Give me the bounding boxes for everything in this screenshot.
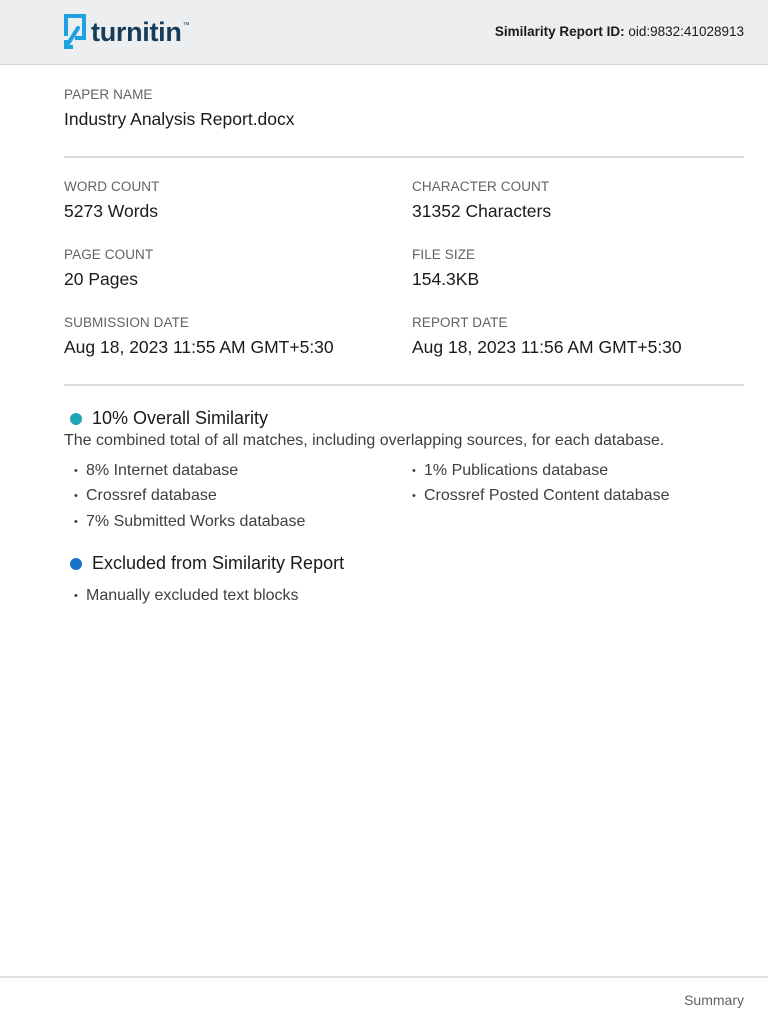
list-item: • Crossref database [64,484,305,510]
character-count-label: CHARACTER COUNT [412,179,550,194]
word-count-label: WORD COUNT [64,179,160,194]
character-count-value: 31352 Characters [412,201,552,221]
word-count-field [64,179,160,222]
submission-date-value: Aug 18, 2023 11:55 AM GMT+5:30 [64,337,334,357]
word-count-value: 5273 Words [64,201,159,221]
excluded-items [64,583,299,609]
turnitin-logo-icon [63,14,87,50]
excluded-title: Excluded from Similarity Report [92,553,345,573]
excluded-dot-icon [70,558,82,570]
report-date-value: Aug 18, 2023 11:56 AM GMT+5:30 [412,337,682,357]
similarity-sources-left [64,458,305,535]
bullet-icon: • [74,464,78,477]
list-item: • 1% Publications database [402,458,669,484]
divider [64,156,744,158]
bullet-icon: • [74,515,78,528]
paper-name-value: Industry Analysis Report.docx [64,109,295,129]
excluded-heading [70,553,344,574]
file-size-field [412,247,479,290]
divider [64,384,744,386]
page-count-field [64,247,153,290]
bullet-icon: • [74,490,78,503]
report-date-field [412,315,682,358]
overall-similarity-title: 10% Overall Similarity [92,408,269,428]
header-bar [0,0,768,65]
turnitin-logo [63,14,190,50]
page-count-label: PAGE COUNT [64,247,154,262]
footer [0,976,768,1024]
report-date-label: REPORT DATE [412,315,508,330]
list-item: • Manually excluded text blocks [64,583,299,609]
report-id-label: Similarity Report ID: [494,24,625,39]
list-item: • 7% Submitted Works database [64,509,305,535]
similarity-sources-right [402,458,669,509]
list-item: • 8% Internet database [64,458,305,484]
submission-date-field [64,315,334,358]
character-count-field [412,179,551,222]
file-size-value: 154.3KB [412,269,480,289]
bullet-icon: • [412,464,416,477]
bullet-icon: • [74,589,78,602]
submission-date-label: SUBMISSION DATE [64,315,190,330]
paper-name-field [64,87,295,130]
brand-name: turnitin [91,16,182,47]
trademark-mark: ™ [182,22,190,29]
file-size-label: FILE SIZE [412,247,476,262]
list-item: • Crossref Posted Content database [402,484,669,510]
footer-summary-label: Summary [684,992,744,1008]
overall-similarity-heading [70,408,268,429]
bullet-icon: • [412,490,416,503]
report-id-value: oid:9832:41028913 [628,24,744,39]
paper-name-label: PAPER NAME [64,87,153,102]
page-count-value: 20 Pages [64,269,138,289]
similarity-description: The combined total of all matches, including overlapping sources, for each database. [64,432,665,449]
similarity-dot-icon [70,413,82,425]
similarity-report-id [495,24,744,39]
